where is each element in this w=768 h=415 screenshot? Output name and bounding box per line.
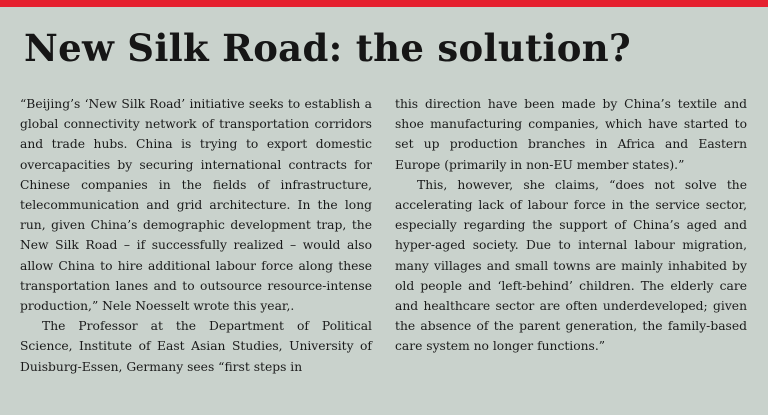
accent-top-bar (0, 0, 768, 7)
article-paragraph: “Beijing’s ‘New Silk Road’ initiative seeks to establish a global connectivity network of transportation corridors and trade hubs. China is trying to export domestic overcapacities by securing international contracts for Chinese companies in the fields of infrastructure, telecommunication and grid architecture. In the long run, given China’s demographic development trap, the New Silk Road – if successfully realized – would also allow China to hire additional labour force along these transportation lanes and to outsource resource-intense production,” Nele Noesselt wrote this year,. (20, 97, 372, 314)
article-column-left (20, 94, 372, 377)
article-headline: New Silk Road: the solution? (24, 26, 631, 70)
article-paragraph: The Professor at the Department of Political Science, Institute of East Asian Studies, University of Duisburg-Essen, Germany sees “first steps in (20, 319, 372, 374)
article-paragraph: this direction have been made by China’s textile and shoe manufacturing companies, which have started to set up production branches in Africa and Eastern Europe (primarily in non-EU member states).” (395, 97, 747, 172)
article-paragraph: This, however, she claims, “does not solve the accelerating lack of labour force in the service sector, especially regarding the support of China’s aged and hyper-aged society. Due to internal labour migration, many villages and small towns are mainly inhabited by old people and ‘left-behind’ children. The elderly care and healthcare sector are often underdeveloped; given the absence of the parent generation, the family-based care system no longer functions.” (395, 177, 747, 354)
article-column-right (395, 94, 747, 357)
